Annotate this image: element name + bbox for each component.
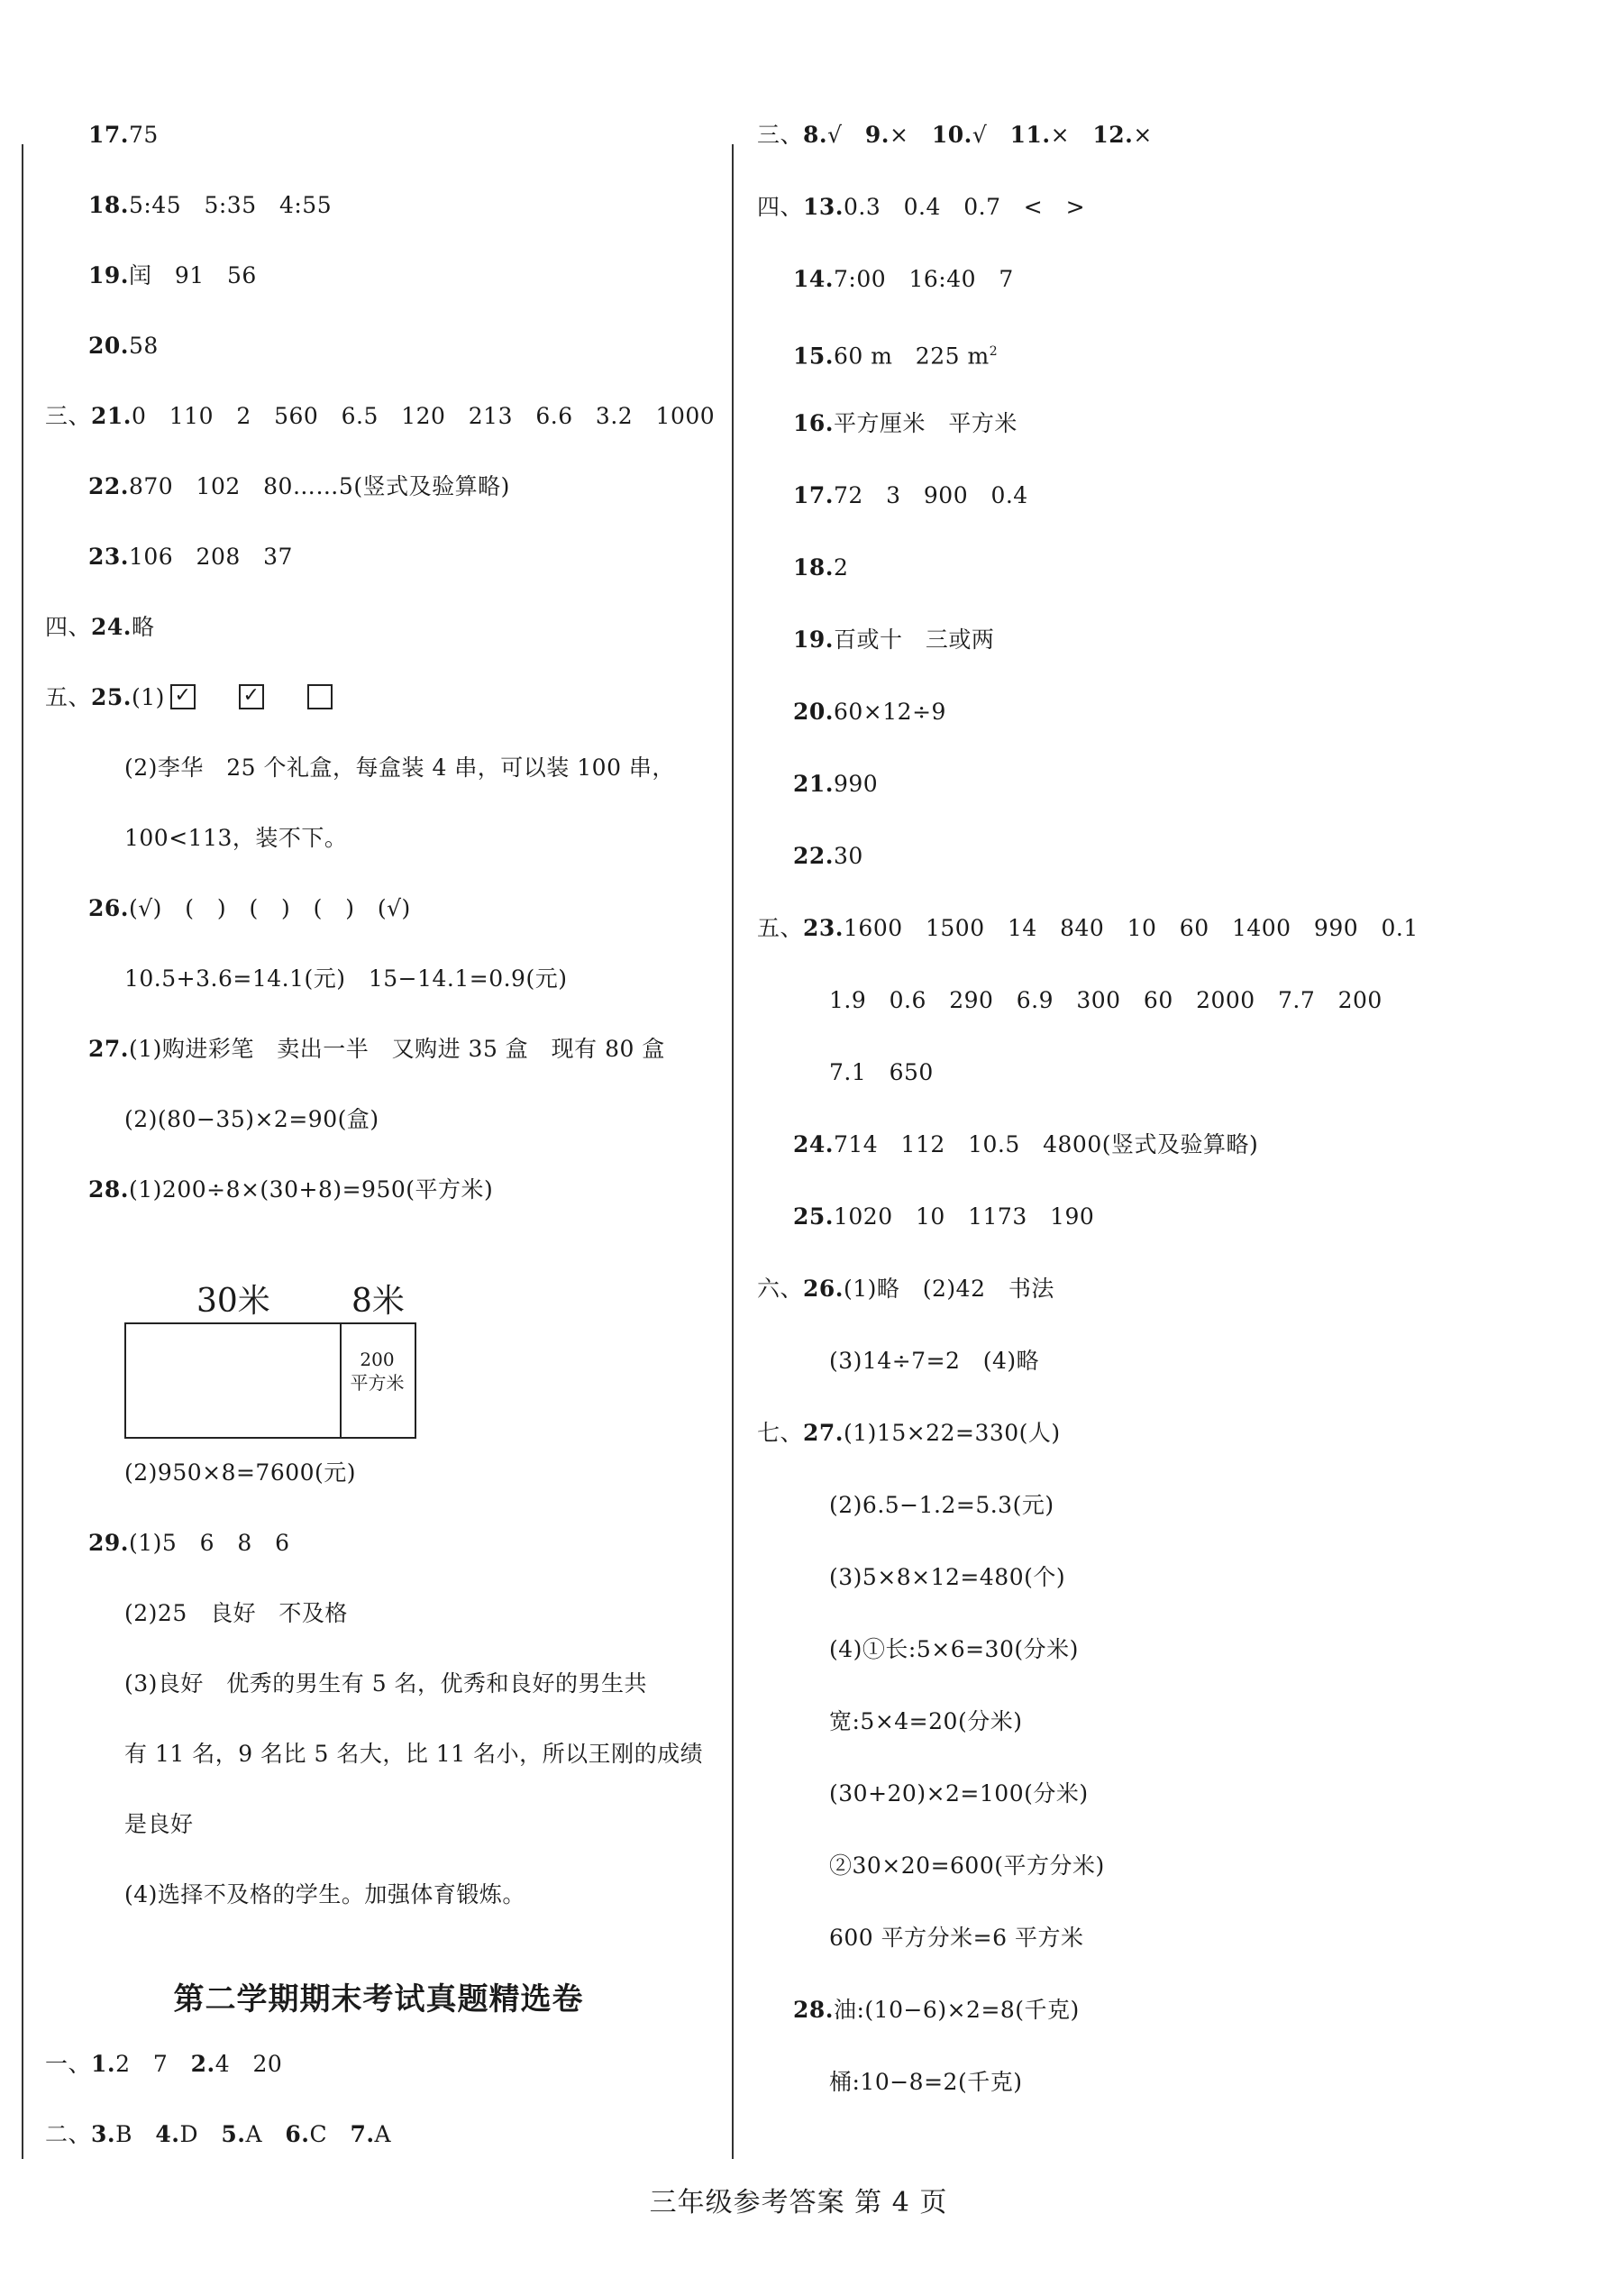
- question-number: 21.: [91, 403, 132, 429]
- question-number: 14.: [793, 266, 834, 292]
- right-row: [757, 1190, 1550, 1244]
- answer-text: 2: [834, 554, 849, 581]
- section-marker: 二、: [45, 2121, 92, 2147]
- left-row: [45, 319, 712, 373]
- question-number: 9.: [864, 122, 890, 148]
- answer-text: 桶:10−8=2(千克): [829, 2069, 1023, 2095]
- question-number: 3.: [91, 2121, 116, 2147]
- answer-text: 有 11 名，9 名比 5 名大，比 11 名小，所以王刚的成绩: [124, 1741, 704, 1767]
- left-row: [45, 952, 712, 1006]
- answer-text: (2)6.5−1.2=5.3(元): [829, 1492, 1054, 1518]
- answer-text: (30+20)×2=100(分米): [829, 1780, 1089, 1807]
- left-row: [45, 2037, 712, 2091]
- question-number: 6.: [285, 2121, 310, 2147]
- section-marker: 三、: [757, 122, 804, 148]
- answer-text: 平方厘米 平方米: [834, 410, 1018, 436]
- right-row: [757, 541, 1550, 595]
- answer-text: 百或十 三或两: [834, 627, 995, 653]
- left-row: [45, 600, 712, 654]
- left-row: [45, 882, 712, 936]
- left-row: [45, 108, 712, 162]
- answer-text: ×: [1050, 122, 1093, 148]
- superscript: 2: [989, 344, 999, 359]
- left-row: [45, 1868, 712, 1922]
- section-marker: 三、: [45, 403, 92, 429]
- left-row: [45, 741, 712, 795]
- left-row: [45, 1587, 712, 1641]
- left-row: [45, 1093, 712, 1147]
- answer-text: A: [374, 2121, 392, 2147]
- section-marker: 七、: [757, 1420, 804, 1446]
- left-row: [45, 1797, 712, 1852]
- question-number: 4.: [155, 2121, 180, 2147]
- answer-text: (1)15×22=330(人): [844, 1420, 1061, 1446]
- right-row: [757, 108, 1550, 162]
- right-row: [757, 685, 1550, 739]
- section-marker: 四、: [757, 194, 804, 220]
- answer-text: 7.1 650: [829, 1059, 934, 1085]
- answer-text: 1600 1500 14 840 10 60 1400 990 0.1: [844, 915, 1419, 941]
- question-number: 24.: [91, 614, 132, 640]
- left-row: [45, 1022, 712, 1076]
- answer-text: 30: [834, 843, 863, 869]
- question-number: 20.: [793, 699, 834, 725]
- answer-text: 10.5+3.6=14.1(元) 15−14.1=0.9(元): [124, 965, 568, 992]
- question-number: 26.: [803, 1276, 844, 1302]
- right-row: [757, 1334, 1550, 1388]
- answer-text: ②30×20=600(平方分米): [829, 1852, 1105, 1879]
- answer-text: (1)略 (2)42 书法: [844, 1276, 1054, 1302]
- answer-text: 58: [129, 333, 159, 359]
- diagram-inner-unit: 平方米: [350, 1372, 405, 1394]
- diagram-label-width: 8米: [351, 1283, 405, 1320]
- diagram-inner-label: [342, 1348, 413, 1395]
- right-row: [757, 1695, 1550, 1749]
- answer-text: (1)购进彩笔 卖出一半 又购进 35 盒 现有 80 盒: [129, 1036, 665, 1062]
- answer-text: 1.9 0.6 290 6.9 300 60 2000 7.7 200: [829, 987, 1383, 1013]
- left-row: [45, 1727, 712, 1781]
- question-number: 1.: [91, 2051, 116, 2077]
- right-row: [757, 1623, 1550, 1677]
- question-number: 25.: [793, 1203, 834, 1230]
- answer-text: 2 7: [115, 2051, 191, 2077]
- left-row: [45, 1516, 712, 1570]
- answer-text: 75: [129, 122, 159, 148]
- question-number: 26.: [88, 895, 129, 921]
- answer-text: (2)(80−35)×2=90(盒): [124, 1106, 379, 1132]
- answer-text: (2)李华 25 个礼盒，每盒装 4 串，可以装 100 串，: [124, 755, 675, 781]
- answer-text: 60 m 225 m: [834, 343, 990, 370]
- checkbox-1: ✓: [170, 684, 196, 709]
- question-number: 11.: [1009, 122, 1051, 148]
- answer-text: 870 102 80……5(竖式及验算略): [129, 473, 510, 499]
- left-row: [45, 1446, 712, 1500]
- question-number: 20.: [88, 333, 129, 359]
- answer-text: 5:45 5:35 4:55: [129, 192, 333, 218]
- answer-text: √: [827, 122, 865, 148]
- answer-text: (2)950×8=7600(元): [124, 1459, 357, 1486]
- question-number: 12.: [1092, 122, 1134, 148]
- left-row: [45, 178, 712, 233]
- answer-text: 宽:5×4=20(分米): [829, 1708, 1023, 1734]
- section-heading: 第二学期期末考试真题精选卷: [173, 1981, 584, 2017]
- question-number: 2.: [190, 2051, 215, 2077]
- question-number: 23.: [88, 544, 129, 570]
- right-row: [757, 901, 1550, 956]
- right-row: [757, 325, 1550, 379]
- question-number: 24.: [793, 1131, 834, 1157]
- section-marker: 六、: [757, 1276, 804, 1302]
- right-row: [757, 613, 1550, 667]
- question-number: 17.: [88, 122, 129, 148]
- right-row: [757, 1406, 1550, 1460]
- right-row: [757, 974, 1550, 1028]
- answer-text: C: [309, 2121, 351, 2147]
- question-number: 15.: [793, 343, 834, 370]
- answer-text: √: [972, 122, 1010, 148]
- right-row: [757, 1118, 1550, 1172]
- left-row: [45, 671, 712, 725]
- left-row: [45, 389, 716, 444]
- question-number: 10.: [931, 122, 972, 148]
- answer-text: (√) ( ) ( ) ( ) (√): [129, 895, 411, 921]
- checkbox-3: [307, 684, 333, 709]
- answer-text: 60×12÷9: [834, 699, 946, 725]
- section-marker: 四、: [45, 614, 92, 640]
- answer-text: 7:00 16:40 7: [834, 266, 1014, 292]
- question-number: 27.: [88, 1036, 129, 1062]
- right-row: [757, 1262, 1550, 1316]
- question-number: 7.: [350, 2121, 375, 2147]
- answer-text: 略: [132, 614, 155, 640]
- right-row: [757, 1839, 1550, 1893]
- answer-text: D: [179, 2121, 222, 2147]
- question-number: 29.: [88, 1530, 129, 1556]
- question-number: 21.: [793, 771, 834, 797]
- left-row: [45, 249, 712, 303]
- diagram-inner-value: 200: [360, 1349, 395, 1370]
- question-number: 22.: [88, 473, 129, 499]
- question-number: 17.: [793, 482, 834, 508]
- answer-text: 1020 10 1173 190: [834, 1203, 1095, 1230]
- right-row: [757, 1767, 1550, 1821]
- question-number: 8.: [803, 122, 828, 148]
- answer-text: 72 3 900 0.4: [834, 482, 1028, 508]
- question-number: 28.: [88, 1176, 129, 1203]
- question-number: 27.: [803, 1420, 844, 1446]
- section-marker: 一、: [45, 2051, 92, 2077]
- section-marker: 五、: [757, 915, 804, 941]
- left-row: [45, 1163, 712, 1217]
- right-row: [757, 252, 1550, 306]
- right-row: [757, 1983, 1550, 2037]
- left-row: [45, 460, 712, 514]
- right-row: [757, 180, 1550, 234]
- column-divider: [732, 144, 734, 2159]
- answer-text: 600 平方分米=6 平方米: [829, 1925, 1084, 1951]
- answer-text: (3)良好 优秀的男生有 5 名，优秀和良好的男生共: [124, 1670, 648, 1697]
- question-number: 13.: [803, 194, 844, 220]
- right-row: [757, 757, 1550, 811]
- left-row: [45, 811, 712, 865]
- left-margin-line: [22, 144, 23, 2159]
- right-row: [757, 1911, 1550, 1965]
- answer-text: 714 112 10.5 4800(竖式及验算略): [834, 1131, 1259, 1157]
- left-row: [45, 1657, 712, 1711]
- right-row: [757, 397, 1550, 451]
- right-row: [757, 1478, 1550, 1532]
- answer-text: A: [245, 2121, 286, 2147]
- right-row: [757, 2055, 1550, 2109]
- question-number: 16.: [793, 410, 834, 436]
- answer-text: (2)25 良好 不及格: [124, 1600, 348, 1626]
- answer-text: 100<113，装不下。: [124, 825, 348, 851]
- question-number: 25.: [91, 684, 132, 710]
- answer-text: 0 110 2 560 6.5 120 213 6.6 3.2 1000: [132, 403, 716, 429]
- question-number: 19.: [793, 627, 834, 653]
- answer-text: ×: [890, 122, 932, 148]
- answer-text: 闰 91 56: [129, 262, 257, 288]
- answer-text: (1): [132, 684, 165, 710]
- right-row: [757, 469, 1550, 523]
- answer-text: 4 20: [214, 2051, 283, 2077]
- question-number: 18.: [793, 554, 834, 581]
- answer-text: B: [115, 2121, 156, 2147]
- left-row: [45, 530, 712, 584]
- answer-text: 是良好: [124, 1811, 194, 1837]
- question-number: 28.: [793, 1997, 834, 2023]
- answer-text: (4)选择不及格的学生。加强体育锻炼。: [124, 1881, 525, 1907]
- section-marker: 五、: [45, 684, 92, 710]
- answer-text: ×: [1133, 122, 1153, 148]
- question-number: 18.: [88, 192, 129, 218]
- left-row: [45, 2108, 712, 2162]
- answer-text: 990: [834, 771, 879, 797]
- question-number: 5.: [221, 2121, 246, 2147]
- answer-text: (4)①长:5×6=30(分米): [829, 1636, 1079, 1662]
- area-diagram: [77, 1276, 437, 1447]
- question-number: 22.: [793, 843, 834, 869]
- question-number: 23.: [803, 915, 844, 941]
- answer-text: 106 208 37: [129, 544, 293, 570]
- right-row: [757, 1046, 1550, 1100]
- checkbox-2: ✓: [239, 684, 264, 709]
- right-row: [757, 1550, 1550, 1605]
- answer-text: 0.3 0.4 0.7 < >: [844, 194, 1086, 220]
- answer-text: (1)200÷8×(30+8)=950(平方米): [129, 1176, 494, 1203]
- right-row: [757, 829, 1550, 883]
- question-number: 19.: [88, 262, 129, 288]
- answer-text: (1)5 6 8 6: [129, 1530, 290, 1556]
- answer-text: (3)5×8×12=480(个): [829, 1564, 1066, 1590]
- answer-text: 油:(10−6)×2=8(千克): [834, 1997, 1080, 2023]
- page-footer: 三年级参考答案 第 4 页: [649, 2187, 948, 2218]
- answer-text: (3)14÷7=2 (4)略: [829, 1348, 1040, 1374]
- diagram-label-length: 30米: [196, 1283, 270, 1320]
